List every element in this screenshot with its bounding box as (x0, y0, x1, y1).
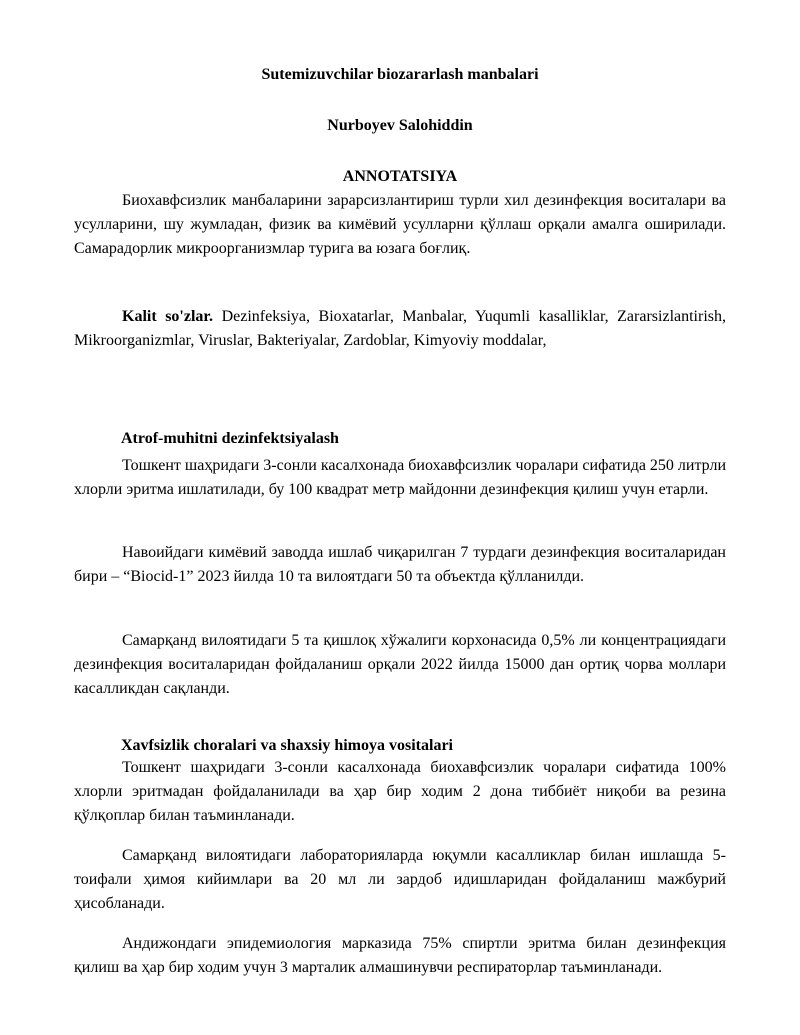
paragraph: Тошкент шаҳридаги 3-сонли касалхонада биохавфсизлик чоралари сифатида 100% хлорли эритмадан фойдаланилади ва ҳар бир ходим 2 дона тиббиёт ниқоби ва резина қўлқоплар билан таъминланади. (74, 759, 726, 824)
paragraph: Самарқанд вилоятидаги лабораторияларда юқумли касалликлар билан ишлашда 5-тоифали ҳимоя кийимлари ва 20 мл ли зардоб идишларидан фойдаланиш мажбурий ҳисобланади. (74, 847, 726, 912)
section-2 (74, 735, 726, 757)
keywords-block (74, 305, 726, 353)
section-2-paragraph-2 (74, 844, 726, 916)
section-heading: Xavfsizlik choralari va shaxsiy himoya vositalari (121, 737, 453, 754)
keywords-paragraph (74, 305, 726, 353)
keywords-list: Dezinfeksiya, Bioxatarlar, Manbalar, Yuqumli kasalliklar, Zararsizlantirish, Mikroorganizmlar, Viruslar, Bakteriyalar, Zardoblar, Kimyoviy moddalar, (74, 308, 726, 349)
abstract-block (74, 189, 726, 261)
section-1 (74, 428, 726, 450)
section-2-paragraph-3 (74, 932, 726, 980)
abstract-heading-text: ANNOTATSIYA (342, 168, 458, 185)
paragraph: Самарқанд вилоятидаги 5 та қишлоқ хўжалиги корхонасида 0,5% ли концентрациядаги дезинфекция воситаларидан фойдаланиш орқали 2022 йилда 15000 дан ортиқ чорва моллари касалликдан сақланди. (74, 632, 726, 697)
section-heading: Atrof-muhitni dezinfektsiyalash (121, 430, 339, 447)
author-name: Nurboyev Salohiddin (327, 117, 473, 134)
abstract-heading (74, 168, 726, 186)
paragraph: Андижондаги эпидемиология марказида 75% спиртли эритма билан дезинфекция қилиш ва ҳар бир ходим учун 3 марталик алмашинувчи респираторлар таъминланади. (74, 935, 726, 976)
section-1-paragraph-2 (74, 541, 726, 589)
paragraph: Тошкент шаҳридаги 3-сонли касалхонада биохавфсизлик чоралари сифатида 250 литрли хлорли эритма ишлатилади, бу 100 квадрат метр майдонни дезинфекция қилиш учун етарли. (74, 457, 726, 498)
document-title: Sutemizuvchilar biozararlash manbalari (261, 66, 539, 83)
abstract-text: Биохавфсизлик манбаларини зарарсизлантириш турли хил дезинфекция воситалари ва усулларини, шу жумладан, физик ва кимёвий усулларни қўллаш орқали амалга оширилади. Самарадорлик микроорганизмлар турига ва юзага боғлиқ. (74, 192, 726, 257)
keywords-label: Kalit so'zlar. (122, 308, 214, 325)
section-2-paragraph-1 (74, 756, 726, 828)
section-1-paragraph-1 (74, 454, 726, 502)
section-1-paragraph-3 (74, 629, 726, 701)
paragraph: Навоийдаги кимёвий заводда ишлаб чиқарилган 7 турдаги дезинфекция воситаларидан бири – “Biocid-1” 2023 йилда 10 та вилоятдаги 50 та объектда қўлланилди. (74, 544, 726, 585)
